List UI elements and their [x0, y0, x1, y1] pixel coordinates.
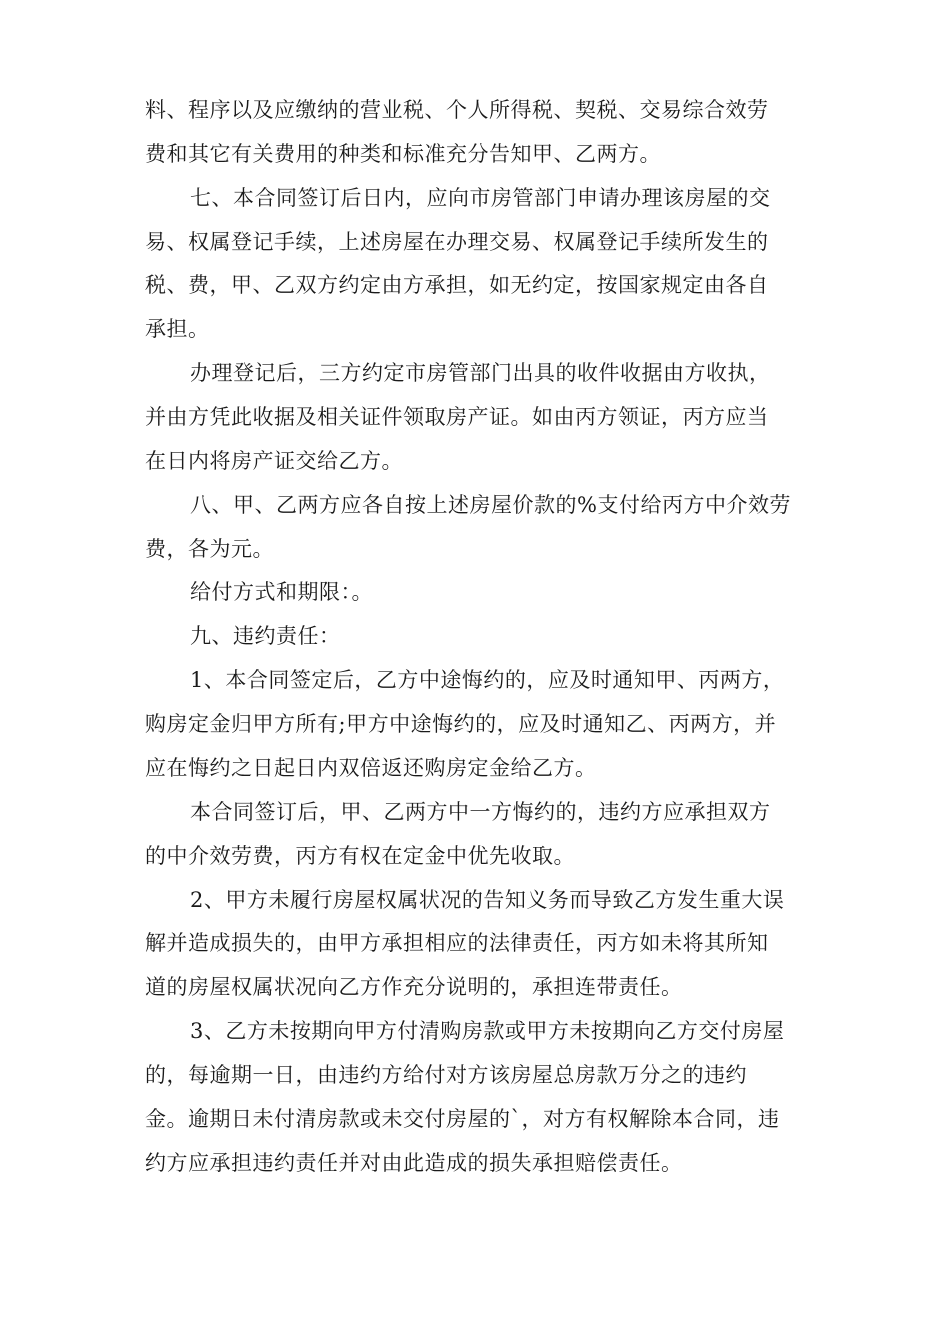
text-line: 约方应承担违约责任并对由此造成的损失承担赔偿责任。 [145, 1151, 683, 1175]
text-line: 2、甲方未履行房屋权属状况的告知义务而导致乙方发生重大误 [190, 888, 785, 912]
text-line: 并由方凭此收据及相关证件领取房产证。如由丙方领证，丙方应当 [145, 405, 769, 429]
text-line: 九、违约责任： [190, 624, 341, 648]
text-line: 解并造成损失的，由甲方承担相应的法律责任，丙方如未将其所知 [145, 931, 769, 955]
text-line: 办理登记后，三方约定市房管部门出具的收件收据由方收执， [190, 361, 771, 385]
text-line: 的，每逾期一日，由违约方给付对方该房屋总房款万分之的违约 [145, 1063, 747, 1087]
text-line: 本合同签订后，甲、乙两方中一方悔约的，违约方应承担双方 [190, 800, 771, 824]
text-line: 应在悔约之日起日内双倍返还购房定金给乙方。 [145, 756, 597, 780]
text-line: 给付方式和期限：。 [190, 580, 373, 604]
text-line: 道的房屋权属状况向乙方作充分说明的，承担连带责任。 [145, 975, 683, 999]
text-line: 承担。 [145, 317, 210, 341]
text-line: 购房定金归甲方所有;甲方中途悔约的，应及时通知乙、丙两方，并 [145, 712, 777, 736]
text-line: 税、费，甲、乙双方约定由方承担，如无约定，按国家规定由各自 [145, 273, 769, 297]
text-line: 八、甲、乙两方应各自按上述房屋价款的%支付给丙方中介效劳 [190, 493, 791, 517]
text-line: 金。逾期日未付清房款或未交付房屋的`，对方有权解除本合同，违 [145, 1107, 780, 1131]
text-line: 料、程序以及应缴纳的营业税、个人所得税、契税、交易综合效劳 [145, 98, 769, 122]
text-line: 七、本合同签订后日内，应向市房管部门申请办理该房屋的交 [190, 186, 771, 210]
text-line: 的中介效劳费，丙方有权在定金中优先收取。 [145, 844, 575, 868]
text-line: 在日内将房产证交给乙方。 [145, 449, 403, 473]
text-line: 1、本合同签定后，乙方中途悔约的，应及时通知甲、丙两方， [190, 668, 785, 692]
text-line: 易、权属登记手续，上述房屋在办理交易、权属登记手续所发生的 [145, 230, 769, 254]
text-line: 费，各为元。 [145, 537, 274, 561]
text-line: 费和其它有关费用的种类和标准充分告知甲、乙两方。 [145, 142, 661, 166]
text-line: 3、乙方未按期向甲方付清购房款或甲方未按期向乙方交付房屋 [190, 1019, 785, 1043]
